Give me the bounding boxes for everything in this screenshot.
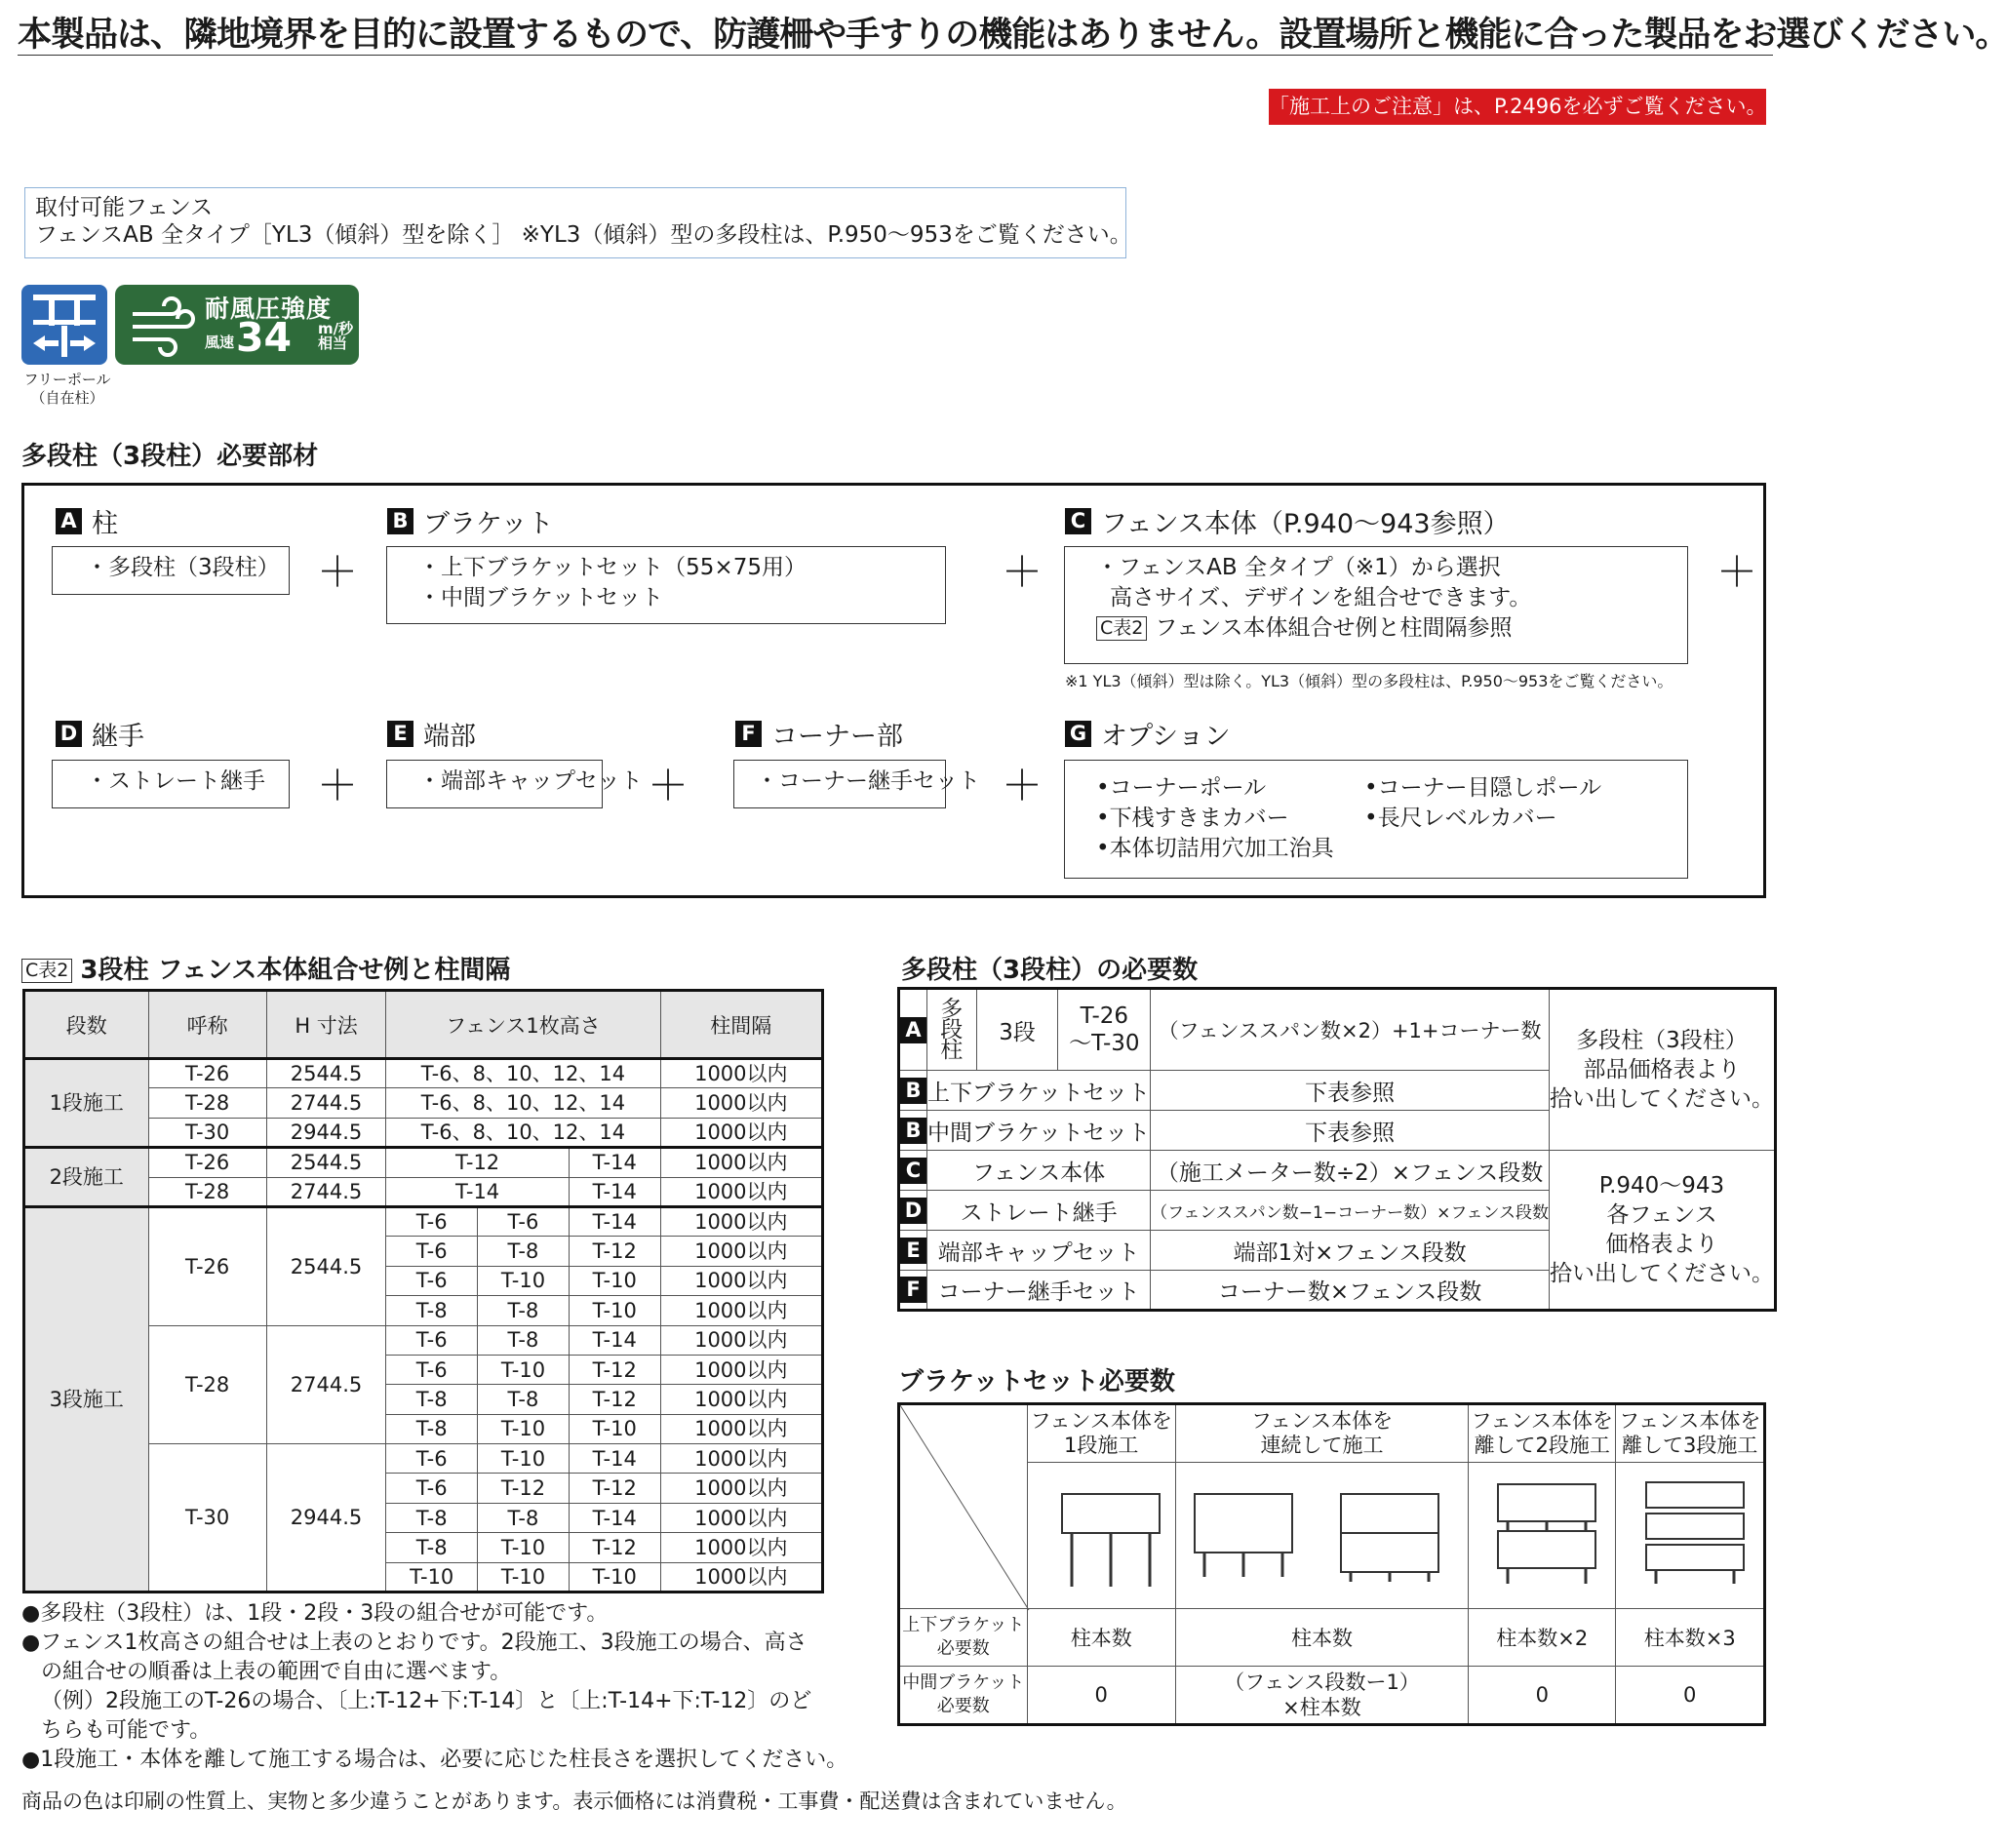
wind-pressure-badge xyxy=(115,285,359,365)
part-f-box: ・コーナー継手セット xyxy=(733,760,946,808)
construction-notice: 「施工上のご注意」は、P.2496を必ずご覧ください。 xyxy=(1269,89,1766,125)
part-a-box: ・多段柱（3段柱） xyxy=(52,546,290,595)
plus-sign: ＋ xyxy=(317,548,359,596)
plus-sign: ＋ xyxy=(648,762,689,809)
part-d-box: ・ストレート継手 xyxy=(52,760,290,808)
table2-title: 多段柱（3段柱）の必要数 xyxy=(901,956,1199,985)
wind-unit: m/秒 相当 xyxy=(318,320,354,352)
diagram-3-step xyxy=(1616,1463,1765,1609)
required-count-table: A 多段柱 3段 T-26 〜T-30 （フェンススパン数×2）+1+コーナー数 多段柱（3段柱） 部品価格表より 拾い出してください。 B 上下ブラケットセット 下表参照 B 中間ブラケットセット 下表参照 C フェンス本体 （施工メーター数÷2）×フェンス段数 P.940〜943 各フェンス 価格表より 拾い出してください。 D ストレート継手 （フェンススパン数−1−コーナー数）×フェンス段数 E 端部キャップセット 端部1対×フェンス段数 F コーナー継手セット コーナー数×フェンス段数 xyxy=(897,987,1777,1312)
mountable-title: 取付可能フェンス xyxy=(35,195,214,220)
plus-sign: ＋ xyxy=(1002,548,1043,596)
plus-sign: ＋ xyxy=(1716,548,1758,596)
part-e-title: E 端部 xyxy=(387,715,476,753)
table1-title: C表2 3段柱 フェンス本体組合せ例と柱間隔 xyxy=(21,950,510,986)
part-b-title: B ブラケット xyxy=(387,502,554,540)
wind-icon xyxy=(129,300,199,353)
wind-value: 34 xyxy=(236,314,293,361)
section-title-parts: 多段柱（3段柱）必要部材 xyxy=(21,442,319,471)
part-c-title: C フェンス本体（P.940〜943参照） xyxy=(1065,502,1510,540)
part-g-box: •コーナーポール •下桟すきまカバー •本体切詰用穴加工治具 •コーナー目隠しポール •長尺レベルカバー xyxy=(1064,760,1688,879)
part-a-title: A 柱 xyxy=(56,502,118,540)
diagram-continuous xyxy=(1175,1463,1468,1609)
headline: 本製品は、隣地境界を目的に設置するもので、防護柵や手すりの機能はありません。設置場所と機能に合った製品をお選びください。 xyxy=(18,16,2008,55)
wind-label: 風速 xyxy=(205,334,235,351)
part-c-box: ・フェンスAB 全タイプ（※1）から選択 高さサイズ、デザインを組合せできます。 C表2 フェンス本体組合せ例と柱間隔参照 xyxy=(1064,546,1688,664)
notes: ●多段柱（3段柱）は、1段・2段・3段の組合せが可能です。 ●フェンス1枚高さの組合せは上表のとおりです。2段施工、3段施工の場合、高さ の組合せの順番は上表の範囲で自由に選べます。 （例）2段施工のT-26の場合、〔上:T-12+下:T-14〕と〔上:T-14+下:T-12〕のど ちらも可能です。 ●1段施工・本体を離して施工する場合は、必要に応じた柱長さを選択してください。 xyxy=(21,1601,848,1772)
combination-table: 段数 呼称 H 寸法 フェンス1枚高さ 柱間隔 1段施工 T-26 2544.5 T-6、8、10、12、14 1000以内 T-28 2744.5 T-6、8、10、12、14 1000以内 T-30 2944.5 T-6、8、10、12、14 1000以内 2段施工 T-26 2544.5 T-12 T-14 1000以内 T-28 2744.5 T-14 T-14 1000以内 3段施工 T-26 2544.5 T-6 T-6 T-14 1000以内 T-6 T-8 T-12 1000以内 T-6 T-10 T-10 1000以内 T-8 T-8 T-10 1000以内 T-28 2744.5 T-6 T-8 T-14 1000以内 T-6 T-10 T-12 1000以内 T-8 T-8 T-12 1000以内 T-8 T-10 T-10 1000以内 T-30 2944.5 T-6 T-10 T-14 1000以内 T-6 T-12 T-12 1000以内 T-8 T-8 T-14 1000以内 T-8 T-10 T-12 1000以内 T-10 T-10 T-10 1000以内 xyxy=(22,989,824,1593)
free-pole-icon xyxy=(21,285,107,365)
diagonal-cell xyxy=(899,1404,1028,1609)
part-e-box: ・端部キャップセット xyxy=(386,760,603,808)
mountable-fence-box xyxy=(24,187,1132,258)
mountable-text: フェンスAB 全タイプ［YL3（傾斜）型を除く］ ※YL3（傾斜）型の多段柱は、P.950〜953をご覧ください。 xyxy=(35,222,1132,248)
part-f-title: F コーナー部 xyxy=(735,715,903,753)
free-pole-caption: フリーポール （自在柱） xyxy=(23,371,111,407)
c-table-tag: C表2 xyxy=(1096,616,1147,641)
plus-sign: ＋ xyxy=(1002,762,1043,809)
part-c-footnote: ※1 YL3（傾斜）型は除く。YL3（傾斜）型の多段柱は、P.950〜953をご覧ください。 xyxy=(1065,672,1673,690)
bracket-count-table: フェンス本体を 1段施工 フェンス本体を 連続して施工 フェンス本体を 離して2段施工 フェンス本体を 離して3段施工 上下ブラケット 必要数 柱本数 柱本数 柱本数×2 柱本数×3 中間ブラケット 必要数 0 （フェンス段数ー1） ×柱本数 0 0 xyxy=(897,1402,1766,1726)
diagram-2-step xyxy=(1469,1463,1616,1609)
table3-title: ブラケットセット必要数 xyxy=(898,1367,1175,1396)
part-d-title: D 継手 xyxy=(56,715,144,753)
part-b-box: ・上下ブラケットセット（55×75用） ・中間ブラケットセット xyxy=(386,546,946,624)
wind-title: 耐風圧強度 xyxy=(205,295,333,323)
divider xyxy=(18,55,1773,56)
plus-sign: ＋ xyxy=(317,762,359,809)
part-g-title: G オプション xyxy=(1065,715,1231,753)
footer-disclaimer: 商品の色は印刷の性質上、実物と多少違うことがあります。表示価格には消費税・工事費・配送費は含まれていません。 xyxy=(21,1789,1127,1813)
diagram-1-step xyxy=(1027,1463,1175,1609)
